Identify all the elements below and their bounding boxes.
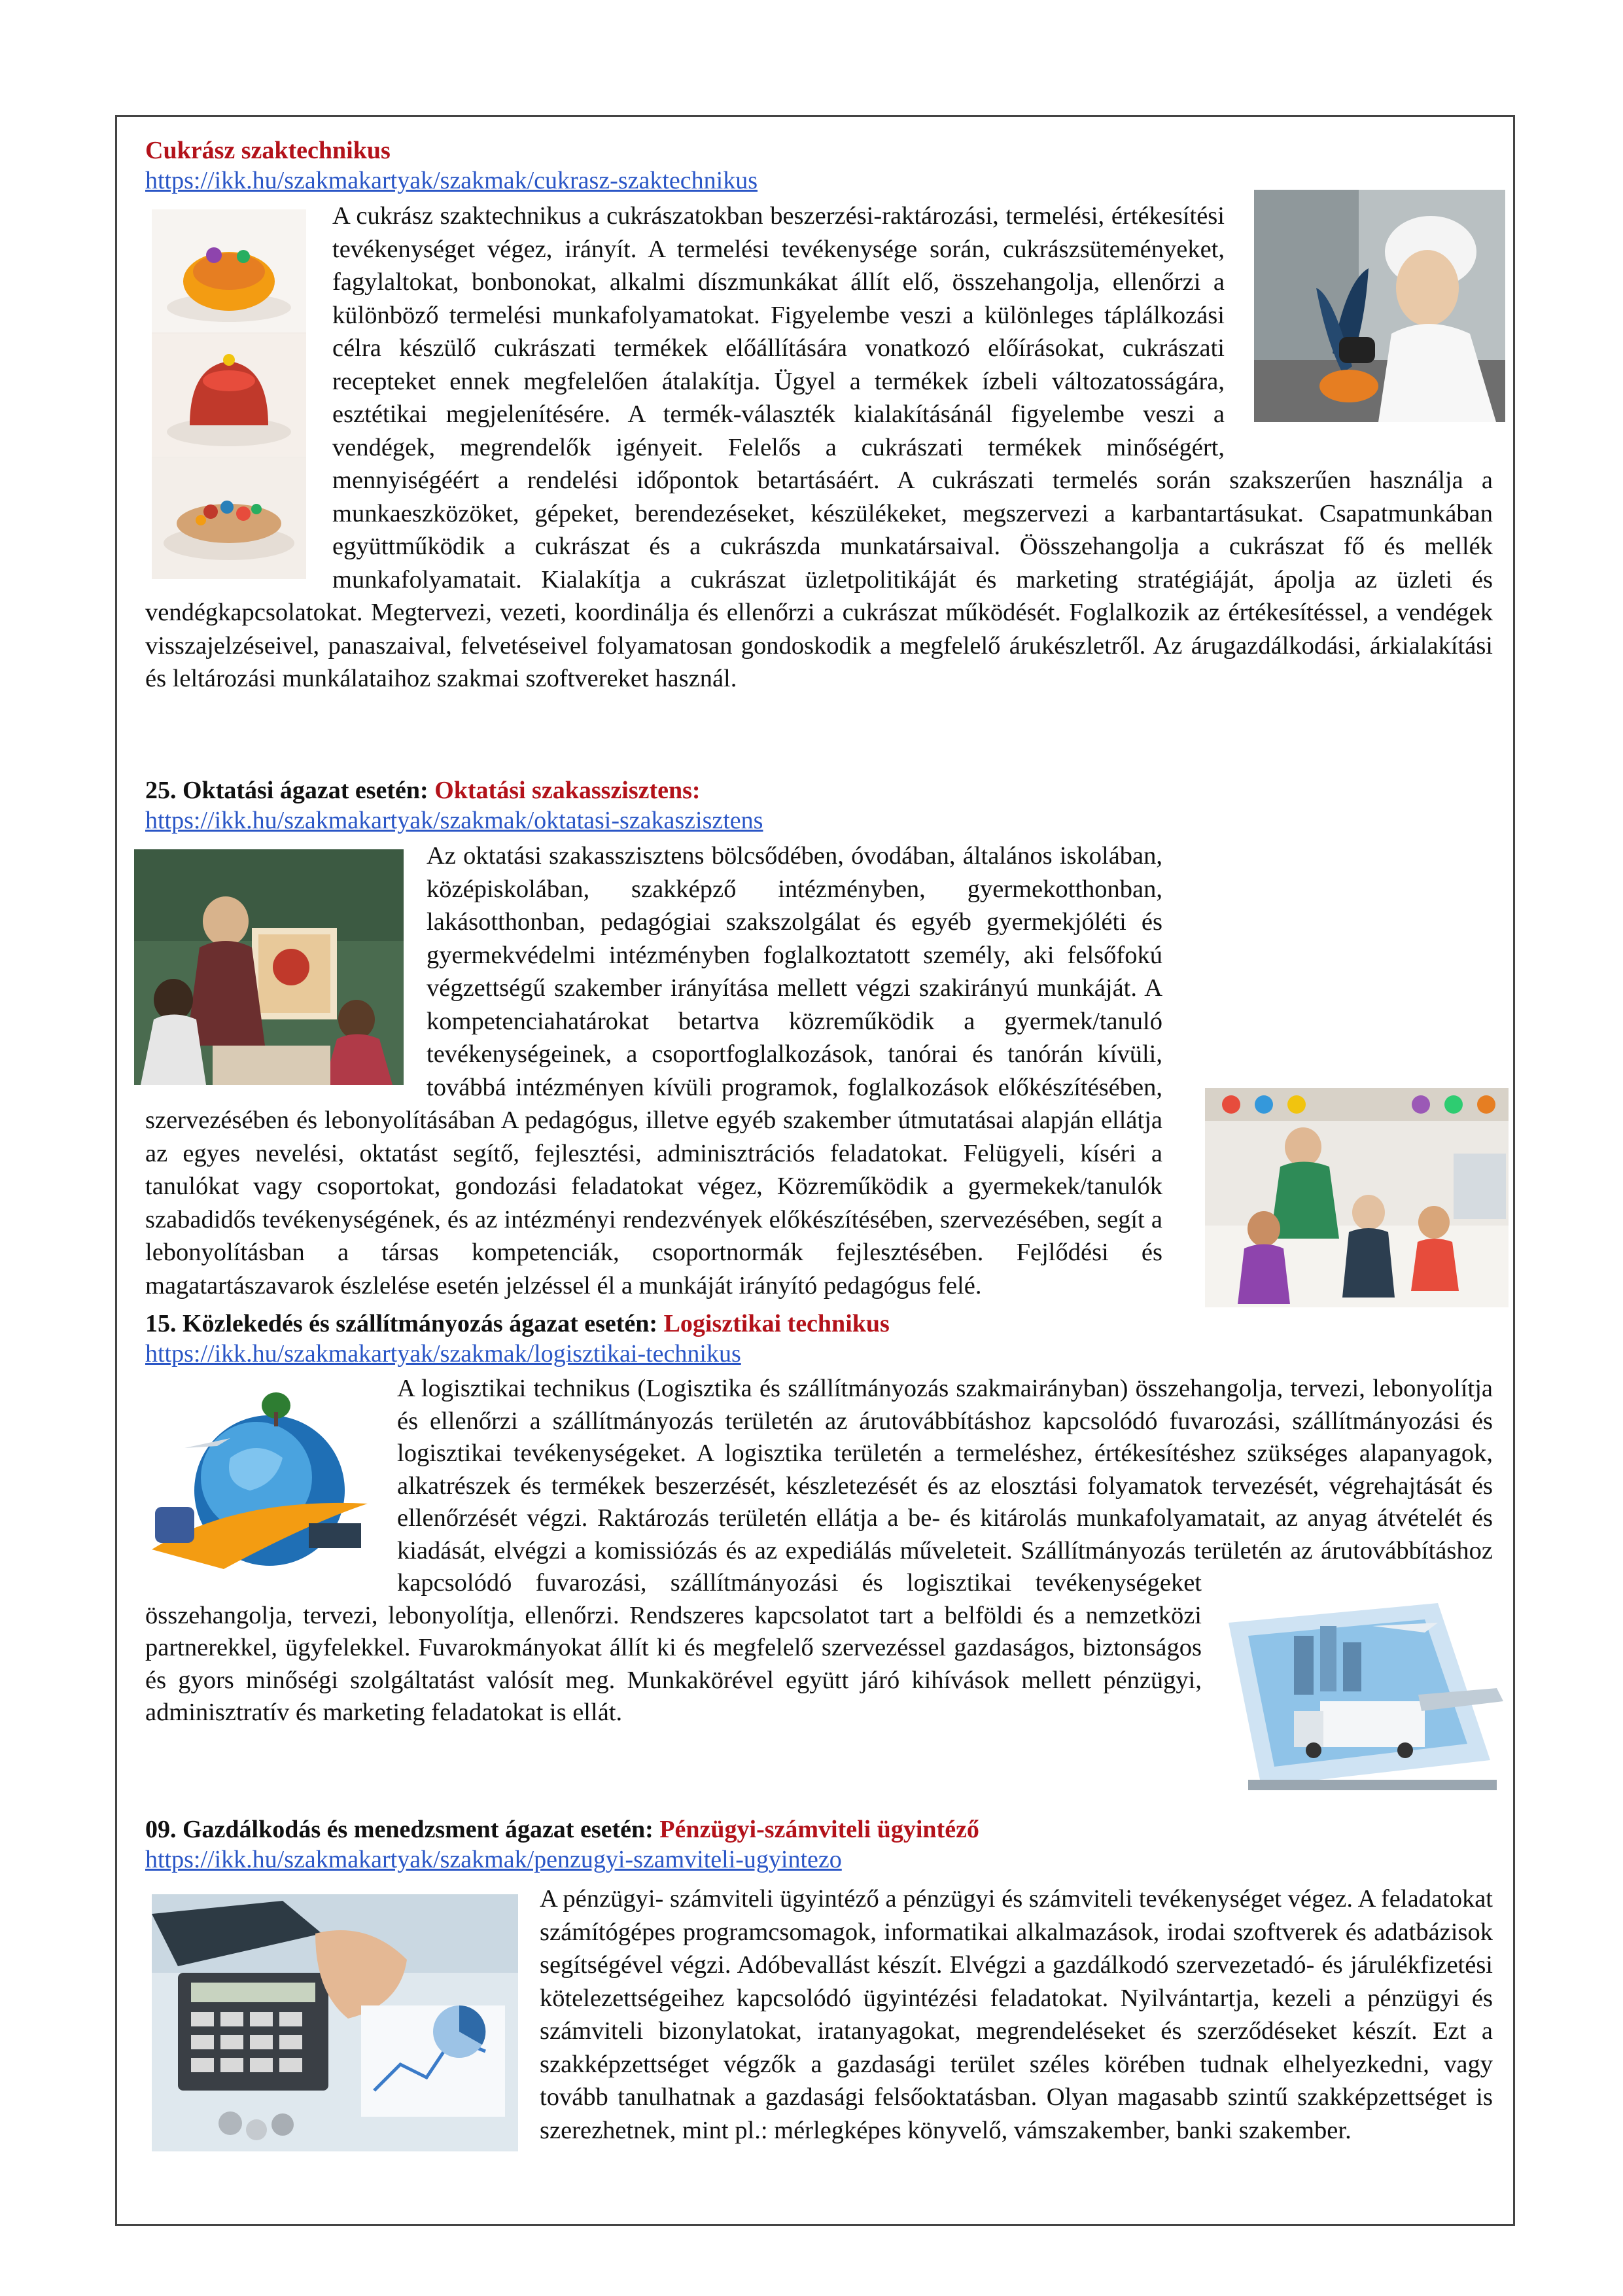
section-text: A cukrász szaktechnikus a cukrászatokban beszerzési-raktározási, termelési, értékesítési tevékenységet végez, irányít. A termelési tevékenysége során, cukrászsüteményeket, fagylaltokat, bonbonokat, alkalmi díszmunkákat állít elő, összehangolja, ellenőrzi a különböző termelési munkafolyamatokat. Figyelembe veszi a különleges táplálkozási célra készülő cukrászati termékek előállítására vonatkozó előírásokat, cukrászati recepteket ennek megfelelően átalakítja. Ügyel a termékek ízbeli változatosságára, esztétikai megjelenítésére. A termék-választék kialakításánál figyelembe veszi a vendégek, megrendelők igényeit. Felelős a cukrászati termékek minőségért, mennyiségéért a rendelési időpontok betartásáért. A cukrászati termelés során szakszerűen használja a munkaeszközöket, gépeket, berendezéseket, készülékeket, megszervezi a karbantartásukat. Csapatmunkában együttműködik a cukrászat és a cukrászda munkatársaival. Öösszehangolja a cukrászat fő és mellék munkafolyamatait. Kialakítja a cukrászat üzletpolitikáját és marketing stratégiáját, ápolja az üzleti és vendégkapcsolatokat. Megtervezi, vezeti, koordinálja és ellenőrzi a cukrászat működését. Foglalkozik az értékesítéssel, a vendégek visszajelzéseivel, panaszaival, felvetéseivel folyamatosan gondoskodik a megfelelő árukészletről. Az árugazdálkodási, árkialakítási és leltározási munkálataihoz szakmai szoftvereket használ. [145,202,1493,692]
profession-name: Cukrász szaktechnikus [145,137,391,164]
laptop-transport-image [1222,1597,1509,1793]
profession-name: Oktatási szakasszisztens: [434,777,701,804]
sector-name: Oktatási ágazat esetén: [183,777,428,804]
kindergarten-photo [1205,1088,1509,1307]
profession-name: Logisztikai technikus [663,1310,890,1337]
globe-logistics-image [145,1386,382,1582]
sector-code: 15. [145,1310,177,1337]
section-title [145,775,1493,805]
sector-code: 25. [145,777,177,804]
profession-link[interactable]: https://ikk.hu/szakmakartyak/szakmak/logisztikai-technikus [145,1340,741,1368]
pastry-photo [152,209,306,579]
profession-name: Pénzügyi-számviteli ügyintéző [659,1816,979,1843]
profession-link[interactable]: https://ikk.hu/szakmakartyak/szakmak/cukrasz-szaktechnikus [145,167,758,194]
classroom-photo [134,849,404,1085]
section-title [145,1814,1493,1845]
section-text: A pénzügyi- számviteli ügyintéző a pénzügyi és számviteli tevékenységet végez. A feladatokat számítógépes programcsomagok, informatikai alkalmazások, irodai szoftverek és adatbázisok segítségével végzi. Adóbevallást készít. Elvégzi a gazdálkodó szervezetadó- és járulékfizetési kötelezettségeihez kapcsolódó ügyintézési feladatokat. Nyilvántartja, kezeli a pénzügyi és számviteli bizonylatokat, iratanyagokat, megrendeléseket és szerződéseket készít. Ezt a szakképzettséget végzők a gazdasági terület széles körében tudnak elhelyezkedni, vagy tovább tanulhatnak a gazdasági felsőoktatásban. Olyan magasabb szintű szakképzettséget is szerezhetnek, mint pl.: mérlegképes könyvelő, vámszakember, banki szakember. [540,1885,1493,2144]
sector-name: Közlekedés és szállítmányozás ágazat esetén: [183,1310,658,1337]
profession-link[interactable]: https://ikk.hu/szakmakartyak/szakmak/oktatasi-szakaszisztens [145,807,763,834]
sector-name: Gazdálkodás és menedzsment ágazat esetén: [183,1816,654,1843]
profession-link[interactable]: https://ikk.hu/szakmakartyak/szakmak/penzugyi-szamviteli-ugyintezo [145,1846,842,1873]
section-text: A logisztikai technikus (Logisztika és szállítmányozás szakmairányban) összehangolja, tervezi, lebonyolítja és ellenőrzi a szállítmányozás területén az árutovábbításhoz kapcsolódó fuvarozási, szállítmányozási és logisztikai tevékenységeket. A logisztika területén a termeléshez, értékesítéshez szükséges alapanyagok, alkatrészek és termékek beszerzését, készletezését és az elosztási folyamatok tervezését, végrehajtását és ellenőrzését végzi. Raktározás területén ellátja a be- és kitárolás munkafolyamatait, az anyag átvételét és kiadását, elvégzi a komissiózás és az expediálás műveleteit. Szállítmányozás területén az árutovábbításhoz kapcsolódó fuvarozási, szállítmányozási és logisztikai tevékenységeket összehangolja, tervezi, lebonyolítja, ellenőrzi. Rendszeres kapcsolatot tart a belföldi és a nemzetközi partnerekkel, ügyfelekkel. Fuvarokmányokat állít ki és megfelelő szervezéssel gazdaságos, biztonságos és gyors minőségi szolgáltatást valósít meg. Munkakörével együtt járó kihívások mellett pénzügyi, adminisztratív és marketing feladatokat is ellát. [145,1375,1493,1726]
section-title [145,135,1493,166]
finance-calculator-photo [152,1894,518,2151]
section-text: Az oktatási szakasszisztens bölcsődében, óvodában, általános iskolában, középiskolában, szakképző intézményben, gyermekotthonban, lakásotthonban, pedagógiai szakszolgálat és egyéb gyermekjóléti és gyermekvédelmi intézményben foglalkoztatott személy, aki felsőfokú végzettségű szakember irányítása mellett végzi szakirányú munkáját. A kompetenciahatárokat betartva közreműködik a gyermek/tanuló tevékenységeinek, a csoportfoglalkozások, tanórai és tanórán kívüli, továbbá intézményen kívüli programok, foglalkozások előkészítésében, szervezésében és lebonyolításában A pedagógus, illetve egyéb szakember útmutatásai alapján ellátja az egyes nevelési, oktatást segítő, fejlesztési, adminisztrációs feladatokat. Felügyeli, kíséri a tanulókat vagy csoportokat, gondozási feladatokat végez, Közreműködik a gyermekek/tanulók szabadidős tevékenységének, és az intézményi rendezvények előkészítésében, szervezésében, segít a lebonyolításban a társas kompetenciák, csoportnormák fejlesztésében. Fejlődési és magatartászavarok észlelése esetén jelzéssel él a munkáját irányító pedagógus felé. [145,842,1162,1299]
section-title [145,1309,1493,1339]
confectioner-photo [1254,190,1505,422]
sector-code: 09. [145,1816,177,1843]
